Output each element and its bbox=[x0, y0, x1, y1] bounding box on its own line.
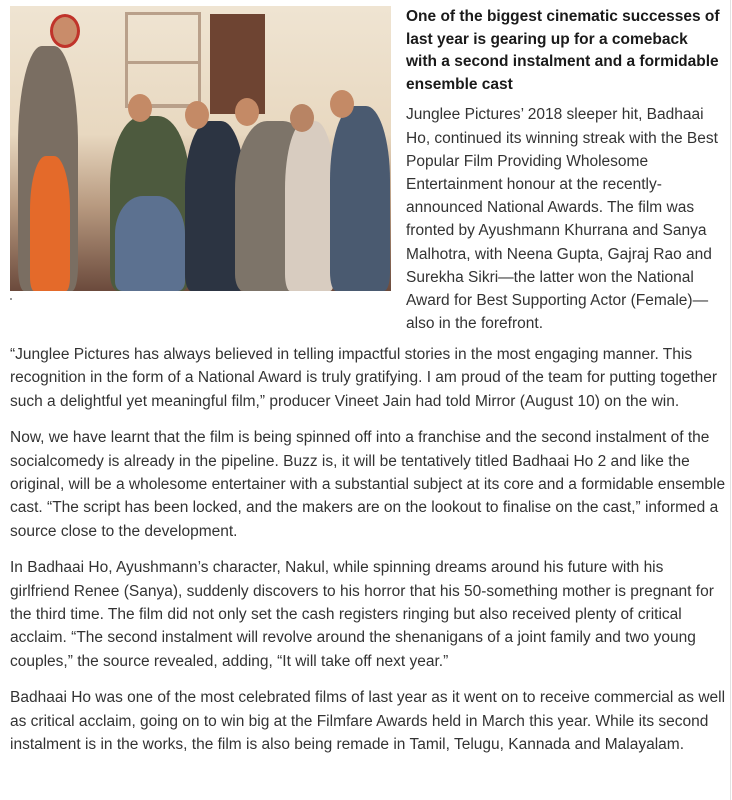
photo-figure bbox=[30, 156, 70, 291]
photo-figure bbox=[128, 94, 152, 122]
article-standfirst: One of the biggest cinematic successes of last year is gearing up for a comeback with a second instalment and a formidable ensemble cast bbox=[406, 8, 720, 93]
article-body bbox=[10, 343, 726, 770]
article-paragraph: Badhaai Ho was one of the most celebrated films of last year as it went on to receive commercial as well as critical acclaim, going on to win big at the Filmfare Awards held in March this year. While its second instalment is in the works, the film is also being remade in Tamil, Telugu, Kannada and Malayalam. bbox=[10, 689, 726, 754]
article-paragraph: Junglee Pictures’ 2018 sleeper hit, Badhaai Ho, continued its winning streak with the Best Popular Film Providing Wholesome Entertainment honour at the recently-announced National Awards. The film was fronted by Ayushmann Khurrana and Sanya Malhotra, with Neena Gupta, Gajraj Rao and Surekha Sikri—the latter won the National Award for Best Supporting Actor (Female)—also in the forefront. bbox=[406, 106, 718, 333]
photo-figure bbox=[285, 121, 335, 291]
scrollbar-edge bbox=[730, 0, 731, 800]
photo-figure bbox=[185, 101, 209, 129]
article-intro bbox=[406, 6, 722, 335]
article-photo bbox=[10, 6, 391, 291]
photo-figure bbox=[50, 14, 80, 48]
photo-figure bbox=[290, 104, 314, 132]
caption-dot bbox=[10, 298, 12, 300]
photo-figure bbox=[330, 90, 354, 118]
photo-figure bbox=[115, 196, 185, 291]
photo-figure bbox=[235, 98, 259, 126]
article-paragraph: Now, we have learnt that the film is being spinned off into a franchise and the second instalment of the socialcomedy is already in the pipeline. Buzz is, it will be tentatively titled Badhaai Ho 2 and like the original, will be a wholesome entertainer with a substantial subject at its core and a formidable ensemble cast. “The script has been locked, and the makers are on the lookout to finalise on the cast,” informed a source close to the development. bbox=[10, 429, 726, 540]
photo-cabinet bbox=[210, 14, 265, 114]
photo-figure bbox=[330, 106, 390, 291]
article-paragraph: In Badhaai Ho, Ayushmann’s character, Nakul, while spinning dreams around his future with his girlfriend Renee (Sanya), suddenly discovers to his horror that his 50-something mother is pregnant for the third time. The film did not only set the cash registers ringing but also received plenty of critical acclaim. “The second instalment will revolve around the shenanigans of a joint family and two young couples,” the source revealed, adding, “It will take off next year.” bbox=[10, 559, 714, 670]
article-paragraph: “Junglee Pictures has always believed in telling impactful stories in the most engaging manner. This recognition in the form of a National Award is truly gratifying. I am proud of the team for putting together such a delightful yet meaningful film,” producer Vineet Jain had told Mirror (August 10) on the win. bbox=[10, 346, 718, 410]
